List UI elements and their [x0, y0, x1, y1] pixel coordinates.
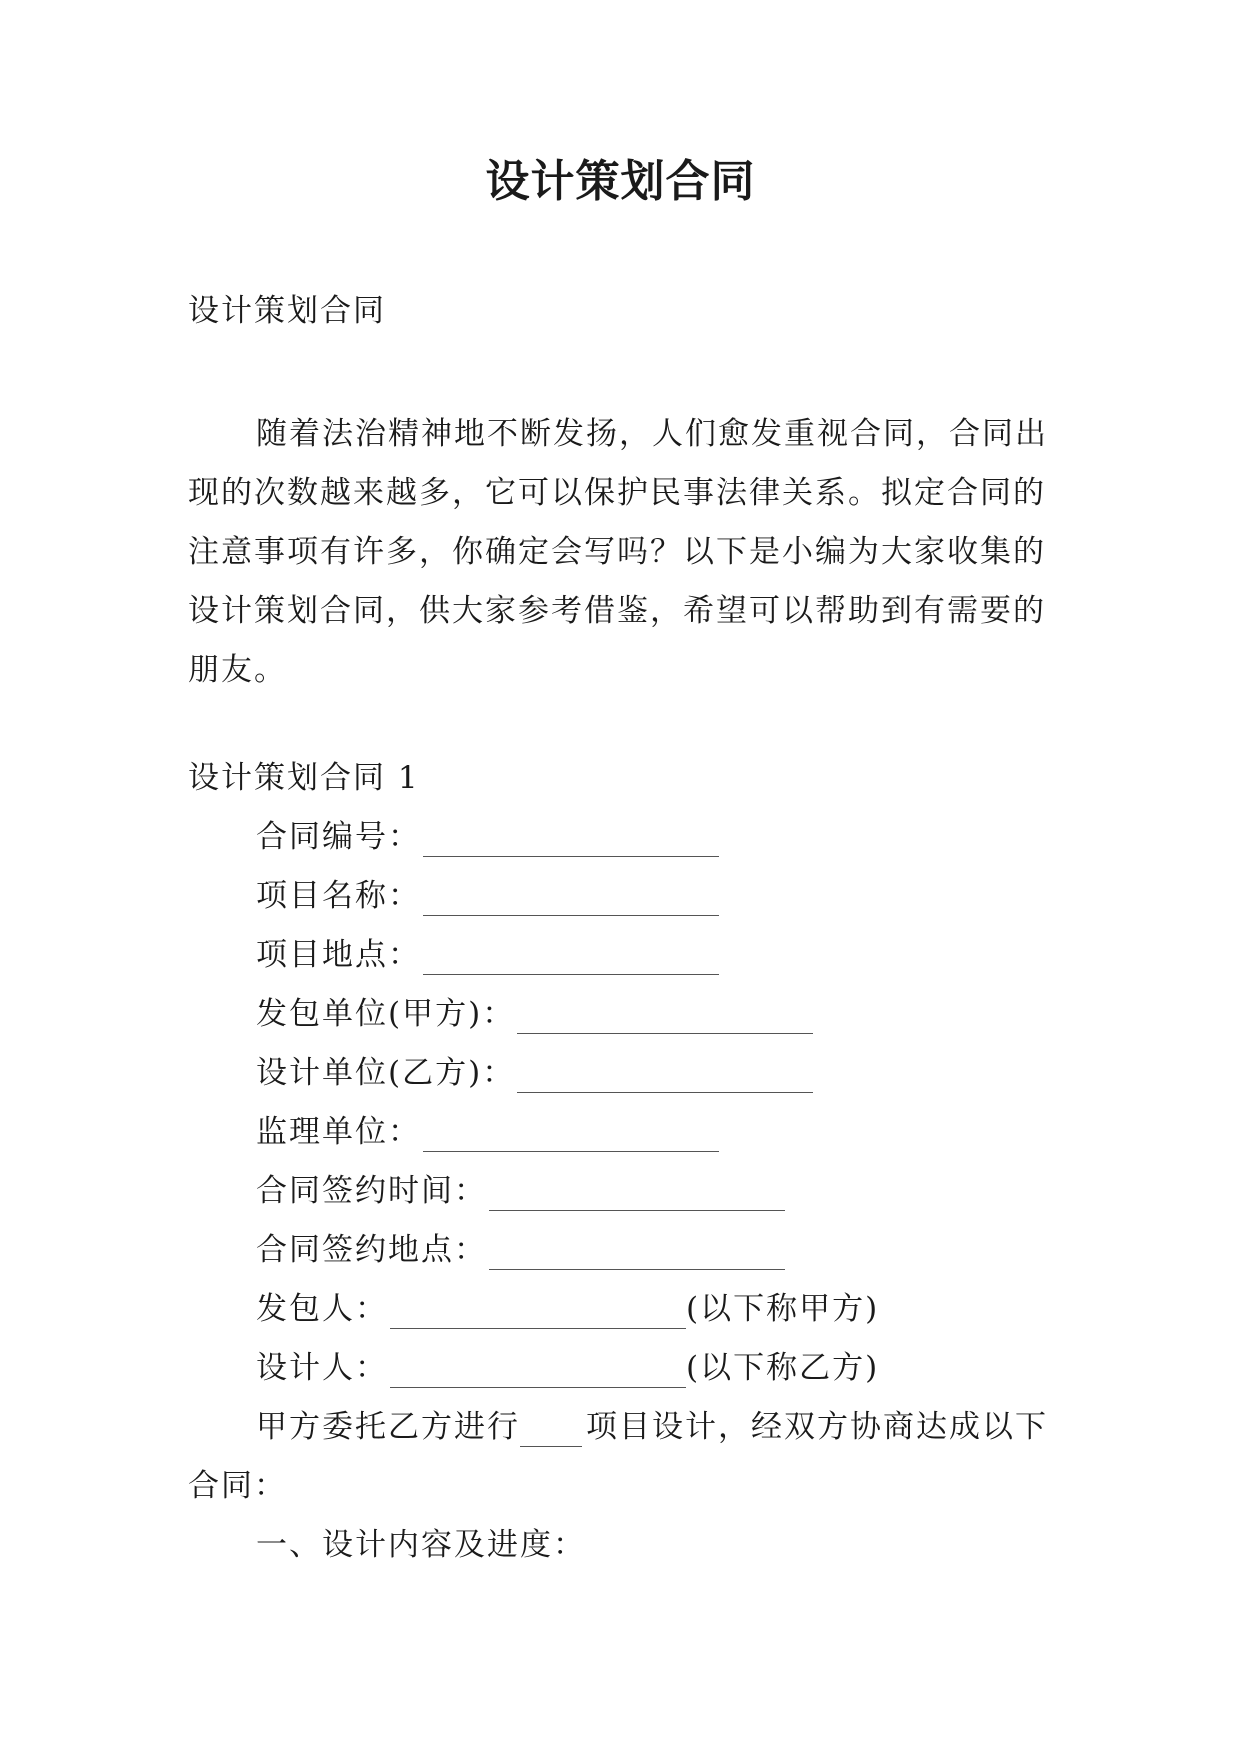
field-client — [188, 1280, 1056, 1339]
field-suffix: (以下称乙方) — [686, 1350, 880, 1386]
contract-fields — [188, 808, 1056, 1575]
field-party-b-unit — [188, 1044, 1056, 1103]
field-label: 合同编号： — [256, 819, 421, 855]
field-party-a-unit — [188, 985, 1056, 1044]
intro-line: 随着法治精神地不断发扬，人们愈发重视合同，合同出 — [256, 416, 1048, 452]
intro-line: 现的次数越来越多，它可以保护民事法律关系。拟定合同的 — [188, 475, 1046, 511]
fill-in-blank — [423, 820, 719, 857]
fill-in-blank — [390, 1351, 686, 1388]
fill-in-blank — [517, 997, 813, 1034]
fill-in-blank — [423, 938, 719, 975]
field-supervisor-unit — [188, 1103, 1056, 1162]
fill-in-blank — [520, 1410, 582, 1447]
document-subtitle: 设计策划合同 — [188, 293, 386, 329]
field-suffix: (以下称甲方) — [686, 1291, 880, 1327]
document-title: 设计策划合同 — [485, 156, 756, 207]
fill-in-blank — [423, 1115, 719, 1152]
intro-paragraph — [188, 405, 1056, 700]
field-label: 设计人： — [256, 1350, 388, 1386]
field-label: 设计单位(乙方)： — [256, 1055, 516, 1091]
field-label: 项目地点： — [256, 937, 421, 973]
fill-in-blank — [489, 1174, 785, 1211]
intro-line: 设计策划合同，供大家参考借鉴，希望可以帮助到有需要的 — [188, 593, 1046, 629]
fill-in-blank — [390, 1292, 686, 1329]
fill-in-blank — [489, 1233, 785, 1270]
field-sign-time — [188, 1162, 1056, 1221]
intro-line: 朋友。 — [188, 652, 287, 688]
field-sign-place — [188, 1221, 1056, 1280]
clause-heading: 一、设计内容及进度： — [256, 1527, 586, 1563]
field-project-location — [188, 926, 1056, 985]
field-label: 合同签约时间： — [256, 1173, 487, 1209]
entrust-paragraph-line — [188, 1398, 1056, 1457]
entrust-text: 甲方委托乙方进行 — [256, 1409, 520, 1445]
field-label: 发包单位(甲方)： — [256, 996, 516, 1032]
field-label: 项目名称： — [256, 878, 421, 914]
fill-in-blank — [423, 879, 719, 916]
field-designer — [188, 1339, 1056, 1398]
intro-line: 注意事项有许多，你确定会写吗？以下是小编为大家收集的 — [188, 534, 1046, 570]
fill-in-blank — [517, 1056, 813, 1093]
entrust-paragraph-line: 合同： — [188, 1468, 287, 1504]
field-contract-no — [188, 808, 1056, 867]
field-project-name — [188, 867, 1056, 926]
field-label: 发包人： — [256, 1291, 388, 1327]
entrust-text: 项目设计，经双方协商达成以下 — [586, 1409, 1048, 1445]
section-heading: 设计策划合同 1 — [188, 760, 420, 796]
field-label: 合同签约地点： — [256, 1232, 487, 1268]
field-label: 监理单位： — [256, 1114, 421, 1150]
